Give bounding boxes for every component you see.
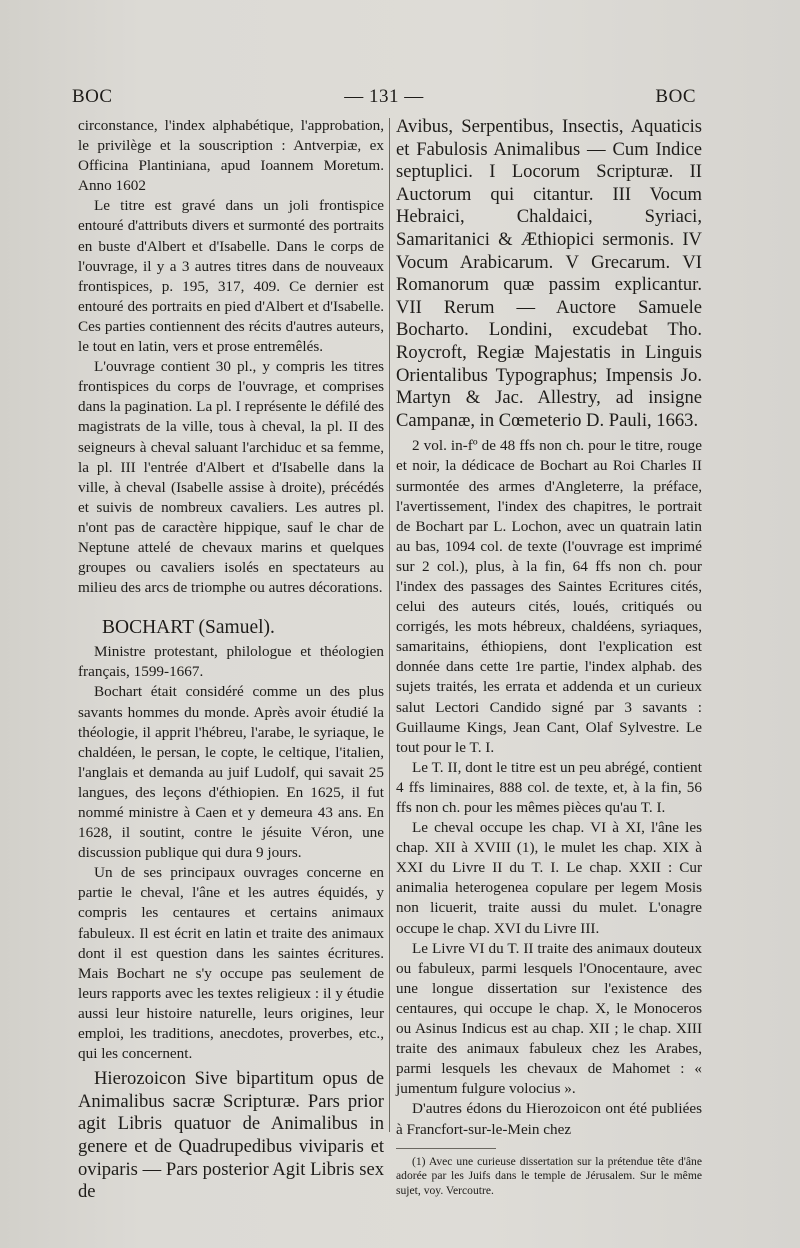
paragraph-volume-one: 2 vol. in-fº de 48 ffs non ch. pour le titre, rouge et noir, la dédicace de Bochart au Roi Charles II surmontée des armes d'Angleterre, la préface, l'avertissement, l'index des chapitres, le portrait de Bochart par L. Lochon, avec un quatrain latin au bas, 1094 col. de texte (l'ouvrage est imprimé sur 2 col.), plus, à la fin, 64 ffs non ch. pour l'index des passages des Saintes Ecritures cités, celui des auteurs cités, loués, critiqués ou corrigés, les mots hébreux, chaldéens, syriaques, samaritains, éthiopiens, dont l'explication est donnée dans cette 1re partie, l'index alphab. des sujets traités, les errata et addenda et un curieux salut Lectori Candido signé par 3 savants : Guillaume Kings, Jean Cant, Olaf Sylvestre. Le tout pour le T. I. [396,437,702,756]
footnote: (1) Avec une curieuse dissertation sur la prétendue tête d'âne adorée par les Juifs dans le temple de Jérusalem. Sur le même sujet, voy. Vercoutre. [396,1154,702,1198]
left-column [78,116,384,1204]
book-title-continued: Avibus, Serpentibus, Insectis, Aquaticis et Fabulosis Animalibus — Cum Indice septuplici. I Locorum Scripturæ. II Auctorum qui citantur. III Vocum Hebraici, Chaldaici, Syriaci, Samaritanici & Æthiopici sermonis. IV Vocum Arabicarum. V Grecarum. VI Romanorum quæ passim explicantur. VII Rerum — Auctore Samuele Bocharto. Londini, excudebat Tho. Roycroft, Regiæ Majestatis in Linguis Orientalibus Typographus; Impensis Jo. Martyn & Jac. Allestry, ad insigne Campanæ, in Cœmeterio D. Pauli, 1663. [396,116,702,431]
paragraph-other-editions: D'autres édons du Hierozoicon ont été publiées à Francfort-sur-le-Mein chez [396,1100,702,1138]
page-number: — 131 — [344,86,424,107]
book-title: Hierozoicon Sive bipartitum opus de Animalibus sacræ Scripturæ. Pars prior agit Libris quatuor de Animalibus in genere et de Quadrupedibus viviparis et oviparis — Pars posterior Agit Libris sex de [78,1068,384,1203]
paragraph-horse-chapters: Le cheval occupe les chap. VI à XI, l'âne les chap. XII à XVIII (1), le mulet les chap. XIX à XXI du Livre II du T. I. Le chap. XXII : Cur animalia heterogenea copulare per legem Mosis non licuerit, traite aussi du mulet. L'onagre occupe le chap. XVI du Livre III. [396,819,702,937]
paragraph-plates: L'ouvrage contient 30 pl., y compris les titres frontispices du corps de l'ouvrage, et comprises dans la pagination. La pl. I représente le défilé des magistrats de la ville, tous à cheval, la pl. II des seigneurs à cheval saluant l'archiduc et sa femme, la pl. III l'entrée d'Albert et d'Isabelle dans la ville, à cheval (Isabelle assise à droite), précédés et suivis de nombreux cavaliers. Les autres pl. n'ont pas de caractère hippique, sauf le char de Neptune attelé de chevaux marins et quelques groupes ou cavaliers isolés en spectateurs au milieu des arcs de triomphe ou autres décorations. [78,358,384,597]
paragraph-biography-intro: Ministre protestant, philologue et théologien français, 1599-1667. [78,643,384,681]
column-divider [389,118,390,1132]
paragraph-frontispiece: Le titre est gravé dans un joli frontispice entouré d'attributs divers et surmonté des portraits en buste d'Albert et d'Isabelle. Dans le corps de l'ouvrage, il y a 3 autres titres dans de nouveaux frontispices, p. 195, 317, 409. Ce dernier est entouré des portraits en pied d'Albert et d'Isabelle. Ces parties contiennent des récits d'autres auteurs, le tout en latin, vers et prose entremêlés. [78,197,384,356]
paragraph-biography: Bochart était considéré comme un des plus savants hommes du monde. Après avoir étudié la théologie, il apprit l'hébreu, l'arabe, le syriaque, le chaldéen, le persan, le copte, le celtique, l'italien, l'anglais et demanda au juif Ludolf, qui savait 25 langues, des leçons d'éthiopien. En 1625, il fut nommé ministre à Caen et y demeura 43 ans. En 1628, il soutint, contre le jésuite Véron, une discussion publique qui dura 9 jours. [78,683,384,862]
paragraph-fabulous-animals: Le Livre VI du T. II traite des animaux douteux ou fabuleux, parmi lesquels l'Onocentaure, avec une longue dissertation sur l'existence des centaures, qui occupe le chap. X, le Monoceros ou Asinus Indicus est au chap. XII ; le chap. XIII traite des animaux fabuleux chez les Arabes, parmi lesquels les chevaux de Mahomet : « jumentum fulgure volocius ». [396,939,702,1098]
paragraph-works: Un de ses principaux ouvrages concerne en partie le cheval, l'âne et les autres équidés, y compris les centaures et certains animaux fabuleux. Il est écrit en latin et traite des animaux dont il est question dans les saintes écritures. Mais Bochart ne s'y occupe pas seulement de leurs rapports avec les textes religieux : il y étudie aussi leur histoire naturelle, leurs origines, leur emploi, les traditions, anecdotes, proverbes, etc., qui les concernent. [78,864,384,1063]
running-head-left: BOC [72,86,113,107]
footnote-rule [396,1148,496,1149]
page-header [72,86,696,116]
running-head-right: BOC [655,86,696,107]
entry-heading: BOCHART (Samuel). [102,617,275,639]
right-column [396,116,702,1199]
paragraph-volume-two: Le T. II, dont le titre est un peu abrégé, contient 4 ffs liminaires, 888 col. de texte, et, à la fin, 56 ffs non ch. pour les mêmes pièces qu'au T. I. [396,758,702,816]
paragraph-continued: circonstance, l'index alphabétique, l'approbation, le privilège et la souscription : Antverpiæ, ex Officina Plantiniana, apud Ioannem Moretum. Anno 1602 [78,117,384,195]
